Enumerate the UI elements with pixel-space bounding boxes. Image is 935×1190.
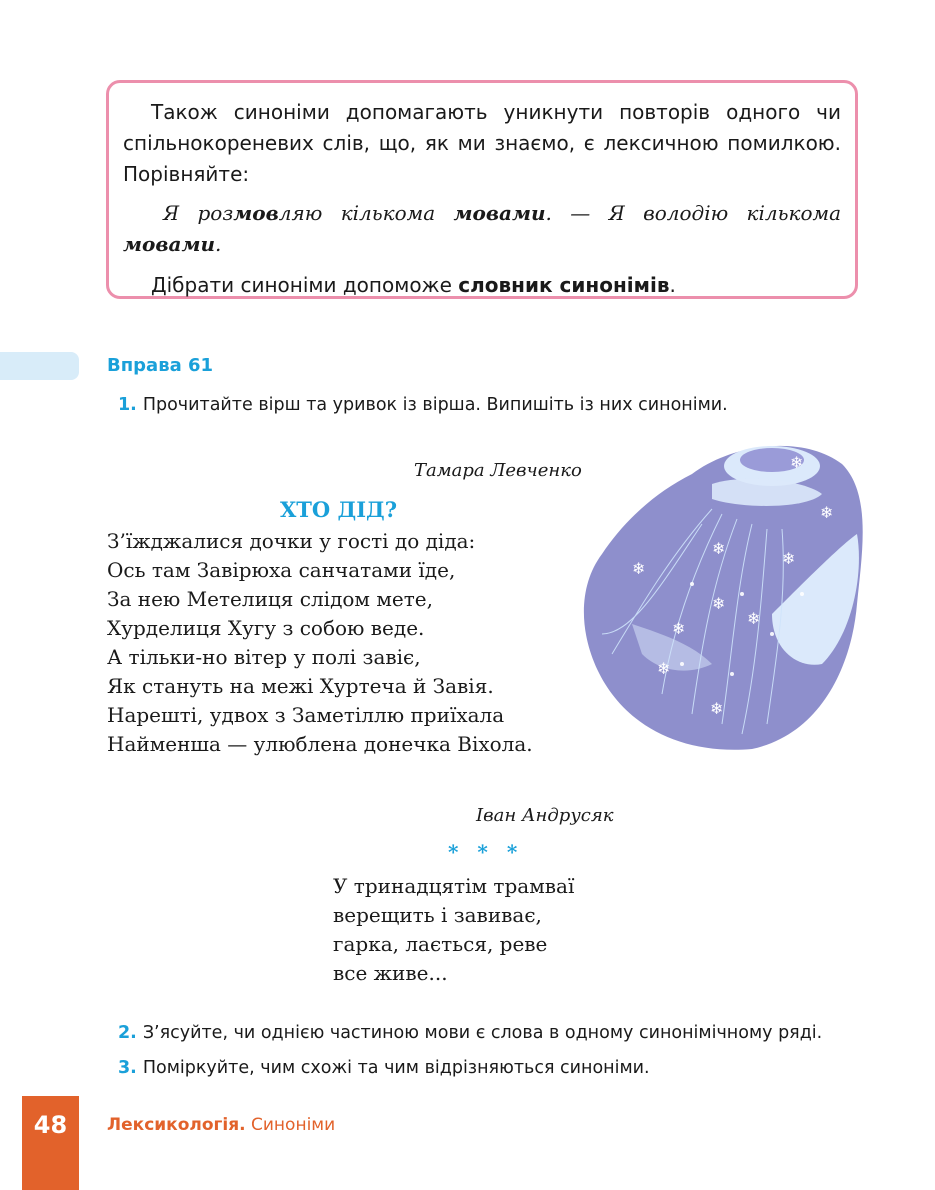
task-number: 2. (118, 1023, 137, 1043)
exercise-title: Вправа 61 (107, 355, 214, 376)
rule-box (106, 80, 858, 299)
task-1 (118, 395, 728, 415)
rule-paragraph: Також синоніми допомагають уникнути повторів одного чи спільнокореневих слів, що, як ми знаємо, є лексичною помилкою. Порівняйте: (123, 100, 841, 186)
note-part: . (669, 273, 676, 297)
example-bold-word: мовами (123, 232, 216, 256)
poem-author: Іван Андрусяк (476, 805, 614, 826)
svg-text:❄: ❄ (820, 503, 834, 522)
dictionary-note (123, 270, 841, 301)
poem-line: Нарешті, удвох з Заметіллю приїхала (107, 703, 505, 727)
example-part: . (215, 232, 222, 256)
example-part: Я роз (163, 201, 234, 225)
svg-text:❄: ❄ (747, 609, 761, 628)
exercise-tab-marker (0, 352, 79, 380)
example-sentence (123, 198, 841, 260)
snow-grandfather-icon (572, 434, 867, 754)
poem-title: ХТО ДІД? (280, 497, 397, 522)
poem-line: гарка, лається, реве (333, 932, 548, 956)
example-part: ляю кількома (278, 201, 454, 225)
task-number: 3. (118, 1058, 137, 1078)
note-part: Дібрати синоніми допоможе (151, 273, 459, 297)
svg-text:❄: ❄ (657, 659, 671, 678)
svg-text:❄: ❄ (790, 453, 804, 472)
poem-line: Ось там Завірюха санчатами їде, (107, 558, 456, 582)
svg-text:❄: ❄ (712, 594, 726, 613)
task-text: З’ясуйте, чи однією частиною мови є слова в одному синонімічному ряді. (142, 1023, 823, 1043)
poem-line: За нею Метелиця слідом мете, (107, 587, 433, 611)
poem-line: Хурделиця Хугу з собою веде. (107, 616, 425, 640)
note-bold: словник синонімів (458, 273, 670, 297)
poem-line: верещить і завиває, (333, 903, 542, 927)
example-bold-word: мовами (453, 201, 546, 225)
svg-text:❄: ❄ (782, 549, 796, 568)
poem-excerpt (333, 872, 574, 988)
example-part: . — Я володію кількома (545, 201, 842, 225)
poem-line: А тільки-но вітер у полі завіє, (107, 645, 421, 669)
svg-text:❄: ❄ (672, 619, 686, 638)
task-text: Прочитайте вірш та уривок із вірша. Випишіть із них синоніми. (142, 395, 728, 415)
footer-section (107, 1115, 335, 1135)
poem-author: Тамара Левченко (414, 460, 582, 481)
poem-line: Як стануть на межі Хуртеча й Завія. (107, 674, 494, 698)
stars-divider: * * * (448, 840, 524, 864)
footer-section-title: Лексикологія. (107, 1115, 246, 1135)
poem-line: У тринадцятім трамваї (333, 874, 575, 898)
example-bold-root: мов (233, 201, 279, 225)
svg-text:❄: ❄ (712, 539, 726, 558)
task-number: 1. (118, 395, 137, 415)
page-number: 48 (22, 1096, 79, 1190)
poem-line: все живе... (333, 961, 448, 985)
svg-text:❄: ❄ (710, 699, 724, 718)
poem-line: Найменша — улюблена донечка Віхола. (107, 732, 533, 756)
footer-topic: Синоніми (251, 1115, 336, 1135)
poem-body (107, 527, 533, 759)
task-2 (118, 1023, 822, 1043)
poem-line: З’їжджалися дочки у гості до діда: (107, 529, 476, 553)
task-3 (118, 1058, 650, 1078)
task-text: Поміркуйте, чим схожі та чим відрізняються синоніми. (142, 1058, 650, 1078)
svg-text:❄: ❄ (632, 559, 646, 578)
